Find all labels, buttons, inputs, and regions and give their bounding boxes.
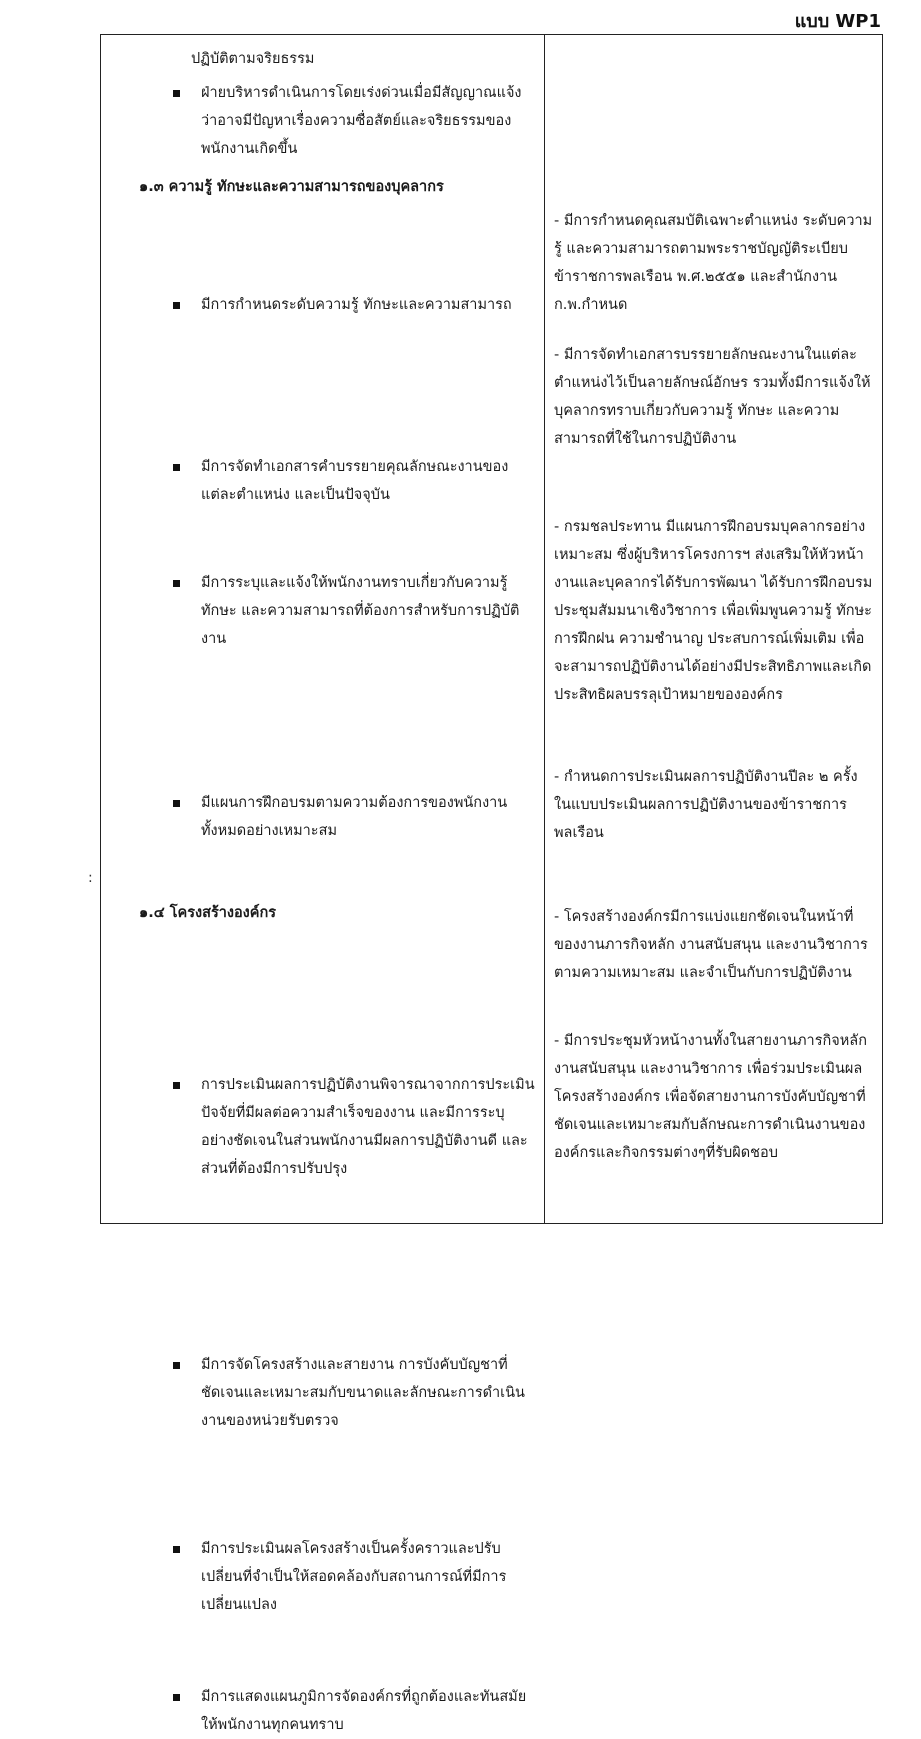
bullet-square-icon [173, 1362, 180, 1369]
evidence-training-plan: - กรมชลประทาน มีแผนการฝึกอบรมบุคลากรอย่างเหมาะสม ซึ่งผู้บริหารโครงการฯ ส่งเสริมให้หัวหน้างานและบุคลากรได้รับการพัฒนา ได้รับการฝึกอบรม ประชุมสัมมนาเชิงวิชาการ เพื่อเพิ่มพูนความรู้ ทักษะ การฝึกฝน ความชำนาญ ประสบการณ์เพิ่มเติม เพื่อจะสามารถปฏิบัติงานได้อย่างมีประสิทธิภาพและเกิดประสิทธิผลบรรลุเป้าหมายขององค์กร [554, 519, 873, 703]
bullet-text: ฝ่ายบริหารดำเนินการโดยเร่งด่วนเมื่อมีสัญญาณแจ้งว่าอาจมีปัญหาเรื่องความซื่อสัตย์และจริยธรรมของพนักงานเกิดขึ้น [201, 85, 522, 157]
form-code: แบบ WP1 [794, 11, 881, 32]
bullet-org-chart [101, 1683, 544, 1739]
evidence-evaluation: - กำหนดการประเมินผลการปฏิบัติงานปีละ ๒ ครั้ง ในแบบประเมินผลการปฏิบัติงานของข้าราชการพลเรือน [554, 769, 858, 841]
bullet-text: มีการระบุและแจ้งให้พนักงานทราบเกี่ยวกับความรู้ ทักษะ และความสามารถที่ต้องการสำหรับการปฏิบัติงาน [201, 575, 520, 647]
bullet-text: มีการจัดทำเอกสารคำบรรยายคุณลักษณะงานของแต่ละตำแหน่ง และเป็นปัจจุบัน [201, 459, 509, 503]
evidence-job-documents: - มีการจัดทำเอกสารบรรยายลักษณะงานในแต่ละตำแหน่งไว้เป็นลายลักษณ์อักษร รวมทั้งมีการแจ้งให้บุคลากรทราบเกี่ยวกับความรู้ ทักษะ และความสามารถที่ใช้ในการปฏิบัติงาน [554, 347, 871, 447]
bullet-org-structure [101, 1351, 544, 1435]
bullet-performance-evaluation [101, 1071, 544, 1183]
bullet-square-icon [173, 1546, 180, 1553]
assessment-table [100, 34, 883, 1733]
bullet-job-description [101, 453, 544, 509]
bullet-training-plan [101, 789, 544, 845]
bullet-inform-staff [101, 569, 544, 653]
bullet-square-icon [173, 90, 180, 97]
continued-line: ปฏิบัติตามจริยธรรม [191, 51, 315, 67]
section-heading-1-3: ๑.๓ ความรู้ ทักษะและความสามารถของบุคลากร [139, 179, 444, 195]
bullet-square-icon [173, 1694, 180, 1701]
bullet-text: มีการประเมินผลโครงสร้างเป็นครั้งคราวและปรับเปลี่ยนที่จำเป็นให้สอดคล้องกับสถานการณ์ที่มีการเปลี่ยนแปลง [201, 1541, 507, 1613]
bullet-square-icon [173, 800, 180, 807]
bullet-text: มีการแสดงแผนภูมิการจัดองค์กรที่ถูกต้องและทันสมัยให้พนักงานทุกคนทราบ [201, 1689, 527, 1733]
evidence-qualification: - มีการกำหนดคุณสมบัติเฉพาะตำแหน่ง ระดับความรู้ และความสามารถตามพระราชบัญญัติระเบียบข้าราชการพลเรือน พ.ศ.๒๕๕๑ และสำนักงาน ก.พ.กำหนด [554, 213, 873, 313]
bullet-text: มีแผนการฝึกอบรมตามความต้องการของพนักงานทั้งหมดอย่างเหมาะสม [201, 795, 508, 839]
bullet-square-icon [173, 1082, 180, 1089]
evidence-structure: - โครงสร้างองค์กรมีการแบ่งแยกชัดเจนในหน้าที่ของงานภารกิจหลัก งานสนับสนุน และงานวิชาการ ตามความเหมาะสม และจำเป็นกับการปฏิบัติงาน [554, 909, 868, 981]
column-divider [544, 35, 545, 1223]
evidence-meeting: - มีการประชุมหัวหน้างานทั้งในสายงานภารกิจหลัก งานสนับสนุน และงานวิชาการ เพื่อร่วมประเมินผลโครงสร้างองค์กร เพื่อจัดสายงานการบังคับบัญชาที่ชัดเจนและเหมาะสมกับลักษณะการดำเนินงานขององค์กรและกิจกรรมต่างๆที่รับผิดชอบ [554, 1033, 867, 1161]
criteria-column [101, 35, 544, 1733]
bullet-exec-action [101, 79, 544, 163]
bullet-structure-review [101, 1535, 544, 1619]
bullet-square-icon [173, 580, 180, 587]
bullet-square-icon [173, 302, 180, 309]
bullet-text: มีการจัดโครงสร้างและสายงาน การบังคับบัญชาที่ชัดเจนและเหมาะสมกับขนาดและลักษณะการดำเนินงานของหน่วยรับตรวจ [201, 1357, 525, 1429]
bullet-square-icon [173, 464, 180, 471]
bullet-text: การประเมินผลการปฏิบัติงานพิจารณาจากการประเมินปัจจัยที่มีผลต่อความสำเร็จของงาน และมีการระบุอย่างชัดเจนในส่วนพนักงานมีผลการปฏิบัติงานดี และส่วนที่ต้องมีการปรับปรุง [201, 1077, 535, 1177]
bullet-knowledge-levels [101, 291, 544, 319]
section-heading-1-4: ๑.๔ โครงสร้างองค์กร [139, 905, 277, 921]
bullet-text: มีการกำหนดระดับความรู้ ทักษะและความสามารถ [201, 297, 512, 313]
margin-mark: : [88, 870, 93, 886]
